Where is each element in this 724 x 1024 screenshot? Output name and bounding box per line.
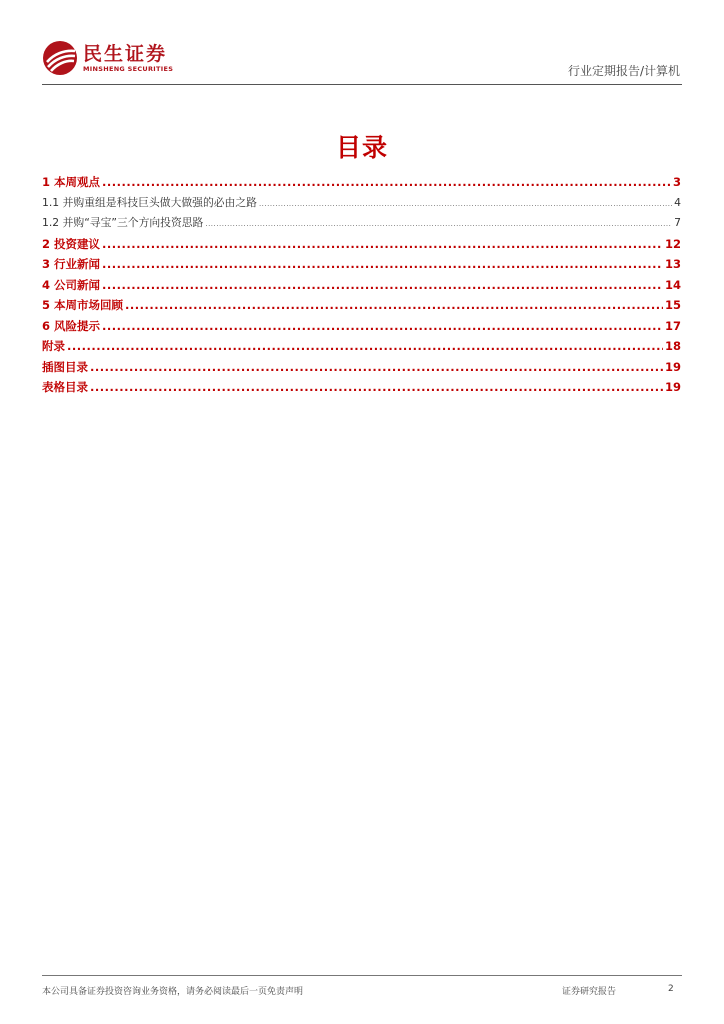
company-logo (42, 40, 173, 76)
logo-english-name: MINSHENG SECURITIES (83, 64, 174, 73)
toc-entry-label: 2 投资建议 (42, 236, 101, 251)
report-category: 行业定期报告/计算机 (567, 64, 680, 78)
toc-leader-dots (102, 319, 663, 333)
toc-entry-page: 17 (664, 318, 681, 333)
footer-disclaimer: 本公司具备证券投资咨询业务资格，请务必阅读最后一页免责声明 (42, 987, 304, 997)
toc-leader-dots (90, 360, 663, 374)
toc-entry-label: 附录 (42, 339, 65, 353)
toc-entry-page: 14 (664, 277, 681, 292)
header-divider (42, 84, 682, 85)
page-number: 2 (668, 984, 674, 994)
toc-entry-page: 3 (672, 175, 681, 189)
footer-divider (42, 975, 682, 976)
toc-leader-dots (102, 175, 671, 189)
toc-entry-page: 15 (664, 298, 681, 312)
toc-entry[interactable] (42, 174, 681, 195)
page-header (42, 40, 682, 86)
toc-leader-dots (67, 339, 663, 353)
toc-entry[interactable] (42, 236, 681, 257)
toc-leader-dots (90, 380, 663, 394)
footer-doc-type: 证券研究报告 (562, 987, 617, 997)
toc-entry[interactable] (42, 297, 681, 318)
toc-entry-page: 18 (664, 339, 681, 353)
toc-entry-label: 5 本周市场回顾 (42, 298, 124, 312)
toc-entry-page: 19 (664, 359, 681, 374)
toc-entry-page: 13 (664, 257, 681, 271)
toc-entry-page: 7 (674, 216, 681, 229)
toc-entry-label: 1.1 并购重组是科技巨头做大做强的必由之路 (42, 195, 257, 209)
toc-entry[interactable] (42, 379, 681, 400)
toc-entry-label: 1.2 并购“寻宝”三个方向投资思路 (42, 216, 204, 229)
toc-title: 目录 (335, 133, 388, 162)
toc-leader-dots (102, 257, 663, 271)
toc-leader-dots (205, 220, 672, 228)
toc-entry-label: 插图目录 (42, 359, 88, 374)
toc-leader-dots (102, 278, 663, 292)
toc-entry[interactable] (42, 318, 681, 339)
toc-leader-dots (259, 200, 672, 208)
toc-entry[interactable] (42, 338, 681, 359)
toc-entry-label: 表格目录 (42, 380, 88, 394)
logo-chinese-name: 民生证券 (83, 42, 168, 65)
toc-entry[interactable] (42, 195, 681, 216)
toc-entry[interactable] (42, 256, 681, 277)
toc-entry-label: 3 行业新闻 (42, 257, 101, 271)
toc-leader-dots (125, 298, 663, 312)
toc-entry-page: 19 (664, 380, 681, 394)
toc-entry-label: 1 本周观点 (42, 175, 101, 189)
toc-entry[interactable] (42, 277, 681, 298)
toc-entry-label: 6 风险提示 (42, 318, 101, 333)
toc-leader-dots (102, 237, 663, 251)
minsheng-logo-icon (42, 40, 78, 76)
toc-entry[interactable] (42, 359, 681, 380)
toc-entry-label: 4 公司新闻 (42, 277, 101, 292)
toc-entry[interactable] (42, 215, 681, 236)
table-of-contents (42, 174, 681, 400)
toc-entry-page: 4 (674, 195, 681, 209)
toc-entry-page: 12 (664, 236, 681, 251)
